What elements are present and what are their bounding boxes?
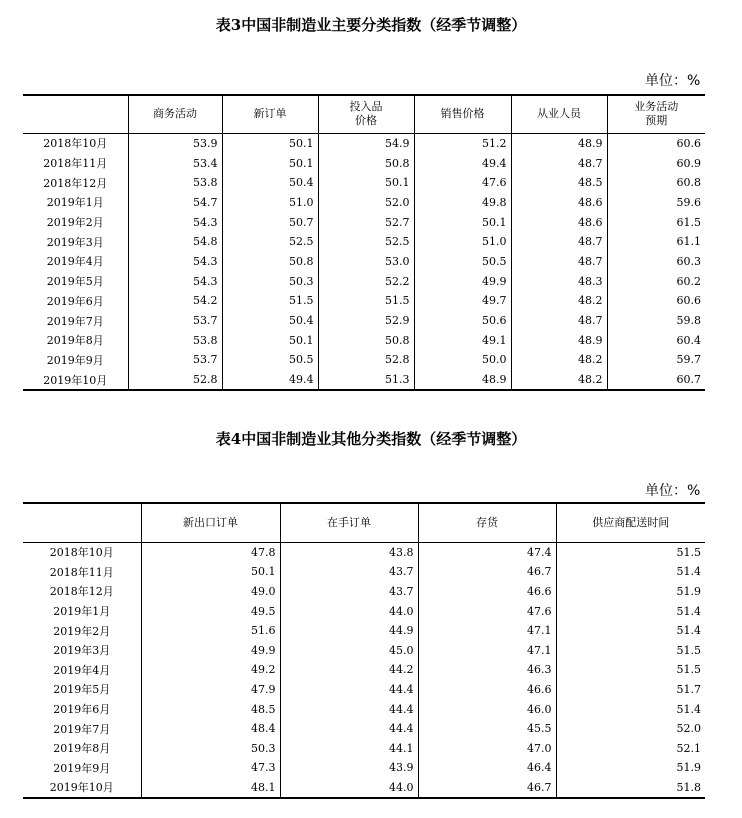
table-cell: 60.3 (607, 252, 705, 272)
table-cell: 48.2 (511, 350, 607, 370)
table-cell: 46.0 (418, 699, 556, 719)
table-cell: 47.8 (141, 542, 280, 562)
table4-col-header: 供应商配送时间 (556, 503, 705, 542)
table4 (23, 502, 705, 799)
table-row (23, 660, 705, 680)
table-cell: 51.3 (318, 370, 414, 391)
table-cell: 60.4 (607, 330, 705, 350)
table-cell: 52.8 (128, 370, 222, 391)
table-cell: 47.6 (414, 173, 511, 193)
table-cell: 50.1 (318, 173, 414, 193)
table-cell: 50.1 (414, 212, 511, 232)
table-cell: 50.8 (222, 252, 318, 272)
table-cell: 48.5 (141, 699, 280, 719)
table-cell: 54.3 (128, 212, 222, 232)
row-label-month: 2019年2月 (53, 624, 111, 638)
table-cell: 44.1 (280, 738, 418, 758)
table-row (23, 153, 705, 173)
table-cell: 52.0 (318, 193, 414, 213)
table-cell: 51.9 (556, 582, 705, 602)
table-cell: 59.6 (607, 193, 705, 213)
table3 (23, 94, 705, 391)
table-cell: 48.4 (141, 719, 280, 739)
table-cell: 48.3 (511, 271, 607, 291)
table-cell: 44.4 (280, 699, 418, 719)
table-cell: 48.2 (511, 291, 607, 311)
table-row (23, 582, 705, 602)
table-cell: 51.2 (414, 133, 511, 153)
table-cell: 46.6 (418, 582, 556, 602)
table-cell: 60.7 (607, 370, 705, 391)
row-label-month: 2019年5月 (46, 275, 104, 289)
table-row (23, 193, 705, 213)
table3-title: 表3中国非制造业主要分类指数（经季节调整） (215, 16, 527, 34)
table-cell: 45.5 (418, 719, 556, 739)
table-row (23, 719, 705, 739)
table-cell: 48.1 (141, 778, 280, 799)
table-row (23, 778, 705, 799)
table-cell: 44.4 (280, 719, 418, 739)
row-label-month: 2019年1月 (53, 605, 111, 619)
table-cell: 49.4 (414, 153, 511, 173)
table-cell: 50.4 (222, 311, 318, 331)
row-label-month: 2018年11月 (49, 565, 114, 579)
row-label-month: 2019年4月 (46, 255, 104, 269)
table-cell: 48.7 (511, 311, 607, 331)
table3-col-header: 新订单 (222, 95, 318, 133)
table3-col-header: 商务活动 (128, 95, 222, 133)
table-cell: 49.0 (141, 582, 280, 602)
table-cell: 51.4 (556, 601, 705, 621)
row-label-month: 2019年10月 (23, 370, 128, 391)
row-label-month: 2019年3月 (53, 644, 111, 658)
row-label-month: 2019年1月 (46, 196, 104, 210)
table-row (23, 252, 705, 272)
table-cell: 48.6 (511, 212, 607, 232)
table-cell: 50.1 (222, 330, 318, 350)
table-cell: 51.5 (222, 291, 318, 311)
table-cell: 59.8 (607, 311, 705, 331)
table-cell: 47.9 (141, 680, 280, 700)
table-cell: 44.4 (280, 680, 418, 700)
table-cell: 54.8 (128, 232, 222, 252)
table-row (23, 330, 705, 350)
table-cell: 50.0 (414, 350, 511, 370)
row-label-month: 2019年9月 (46, 353, 104, 367)
table-cell: 54.9 (318, 133, 414, 153)
row-label-month: 2019年5月 (53, 683, 111, 697)
table-cell: 50.3 (141, 738, 280, 758)
table-cell: 50.5 (414, 252, 511, 272)
row-label-month: 2019年3月 (46, 235, 104, 249)
table-cell: 51.6 (141, 621, 280, 641)
table-row (23, 291, 705, 311)
table-cell: 43.8 (280, 542, 418, 562)
table-cell: 50.4 (222, 173, 318, 193)
table-cell: 61.5 (607, 212, 705, 232)
table-cell: 52.2 (318, 271, 414, 291)
table-cell: 51.0 (222, 193, 318, 213)
table-row (23, 173, 705, 193)
table-cell: 53.9 (128, 133, 222, 153)
table-row (23, 370, 705, 391)
table-cell: 44.9 (280, 621, 418, 641)
row-label-month: 2019年10月 (23, 778, 141, 799)
table3-col-header: 销售价格 (414, 95, 511, 133)
table-row (23, 133, 705, 153)
table-cell: 52.1 (556, 738, 705, 758)
table-cell: 50.5 (222, 350, 318, 370)
table-cell: 50.1 (222, 153, 318, 173)
table3-header-row (23, 95, 705, 133)
table4-unit: 单位：% (645, 483, 701, 499)
table-cell: 44.0 (280, 601, 418, 621)
table-cell: 48.6 (511, 193, 607, 213)
table-cell: 46.4 (418, 758, 556, 778)
table-cell: 51.5 (318, 291, 414, 311)
table-row (23, 758, 705, 778)
table-cell: 49.8 (414, 193, 511, 213)
table-cell: 43.9 (280, 758, 418, 778)
table-cell: 46.7 (418, 778, 556, 799)
table-cell: 48.2 (511, 370, 607, 391)
table-cell: 50.3 (222, 271, 318, 291)
table3-col-header: 业务活动 预期 (607, 95, 705, 133)
table-cell: 50.7 (222, 212, 318, 232)
row-label-month: 2019年2月 (46, 216, 104, 230)
table-cell: 60.8 (607, 173, 705, 193)
table-cell: 49.9 (141, 640, 280, 660)
table4-col-header: 在手订单 (280, 503, 418, 542)
table-cell: 43.7 (280, 582, 418, 602)
table3-col-header (23, 95, 128, 133)
table-cell: 54.3 (128, 252, 222, 272)
table-cell: 46.3 (418, 660, 556, 680)
table-cell: 52.0 (556, 719, 705, 739)
table-row (23, 271, 705, 291)
table-row (23, 738, 705, 758)
table-cell: 60.2 (607, 271, 705, 291)
row-label-month: 2019年8月 (53, 742, 111, 756)
table4-header-row (23, 503, 705, 542)
table-cell: 53.8 (128, 173, 222, 193)
row-label-month: 2019年6月 (53, 703, 111, 717)
table4-col-header: 新出口订单 (141, 503, 280, 542)
table-cell: 46.7 (418, 562, 556, 582)
table-cell: 49.2 (141, 660, 280, 680)
table-cell: 49.5 (141, 601, 280, 621)
row-label-month: 2018年10月 (49, 546, 114, 560)
table-cell: 60.9 (607, 153, 705, 173)
table-row (23, 232, 705, 252)
table-cell: 50.1 (222, 133, 318, 153)
table-cell: 52.8 (318, 350, 414, 370)
table4-col-header: 存货 (418, 503, 556, 542)
table4-title: 表4中国非制造业其他分类指数（经季节调整） (215, 430, 527, 448)
table-cell: 54.3 (128, 271, 222, 291)
table-row (23, 621, 705, 641)
table-row (23, 212, 705, 232)
table-cell: 51.5 (556, 542, 705, 562)
table-cell: 44.0 (280, 778, 418, 799)
table-cell: 50.6 (414, 311, 511, 331)
table3-unit: 单位：% (645, 73, 701, 89)
table-cell: 51.4 (556, 699, 705, 719)
row-label-month: 2019年6月 (46, 294, 104, 308)
row-label-month: 2019年8月 (46, 334, 104, 348)
table-row (23, 350, 705, 370)
table-cell: 48.7 (511, 232, 607, 252)
table-cell: 49.7 (414, 291, 511, 311)
table-cell: 51.7 (556, 680, 705, 700)
table-cell: 48.7 (511, 153, 607, 173)
table-row (23, 640, 705, 660)
table-cell: 48.7 (511, 252, 607, 272)
table-cell: 51.0 (414, 232, 511, 252)
table-cell: 52.5 (318, 232, 414, 252)
table-cell: 49.9 (414, 271, 511, 291)
row-label-month: 2019年9月 (53, 761, 111, 775)
table-cell: 53.7 (128, 311, 222, 331)
table-cell: 51.4 (556, 621, 705, 641)
row-label-month: 2018年10月 (43, 137, 108, 151)
table-cell: 53.0 (318, 252, 414, 272)
table-cell: 50.8 (318, 330, 414, 350)
table-cell: 60.6 (607, 133, 705, 153)
table-cell: 48.9 (414, 370, 511, 391)
table-cell: 47.1 (418, 640, 556, 660)
table-row (23, 699, 705, 719)
table-cell: 47.3 (141, 758, 280, 778)
table-cell: 46.6 (418, 680, 556, 700)
table-row (23, 601, 705, 621)
table-cell: 50.8 (318, 153, 414, 173)
table-cell: 53.4 (128, 153, 222, 173)
table-cell: 60.6 (607, 291, 705, 311)
table-cell: 52.9 (318, 311, 414, 331)
table-cell: 52.5 (222, 232, 318, 252)
table-cell: 51.4 (556, 562, 705, 582)
row-label-month: 2018年12月 (49, 585, 114, 599)
table-cell: 51.5 (556, 660, 705, 680)
table3-col-header: 投入品 价格 (318, 95, 414, 133)
table-cell: 53.8 (128, 330, 222, 350)
table-cell: 48.9 (511, 133, 607, 153)
table-cell: 54.2 (128, 291, 222, 311)
table-cell: 47.4 (418, 542, 556, 562)
table4-col-header (23, 503, 141, 542)
table3-col-header: 从业人员 (511, 95, 607, 133)
table-cell: 49.1 (414, 330, 511, 350)
row-label-month: 2019年7月 (46, 314, 104, 328)
table-row (23, 542, 705, 562)
table-cell: 54.7 (128, 193, 222, 213)
table-cell: 47.1 (418, 621, 556, 641)
table-cell: 61.1 (607, 232, 705, 252)
table-cell: 48.9 (511, 330, 607, 350)
table-cell: 59.7 (607, 350, 705, 370)
table-cell: 48.5 (511, 173, 607, 193)
table-cell: 51.5 (556, 640, 705, 660)
table-cell: 43.7 (280, 562, 418, 582)
table-row (23, 680, 705, 700)
row-label-month: 2018年12月 (43, 176, 108, 190)
table-cell: 52.7 (318, 212, 414, 232)
row-label-month: 2019年4月 (53, 663, 111, 677)
table-cell: 49.4 (222, 370, 318, 391)
table-cell: 45.0 (280, 640, 418, 660)
table-row (23, 562, 705, 582)
table-cell: 47.0 (418, 738, 556, 758)
table-cell: 51.8 (556, 778, 705, 799)
table-cell: 53.7 (128, 350, 222, 370)
row-label-month: 2019年7月 (53, 722, 111, 736)
row-label-month: 2018年11月 (43, 157, 108, 171)
table-cell: 51.9 (556, 758, 705, 778)
table-row (23, 311, 705, 331)
table-cell: 44.2 (280, 660, 418, 680)
table-cell: 50.1 (141, 562, 280, 582)
table-cell: 47.6 (418, 601, 556, 621)
